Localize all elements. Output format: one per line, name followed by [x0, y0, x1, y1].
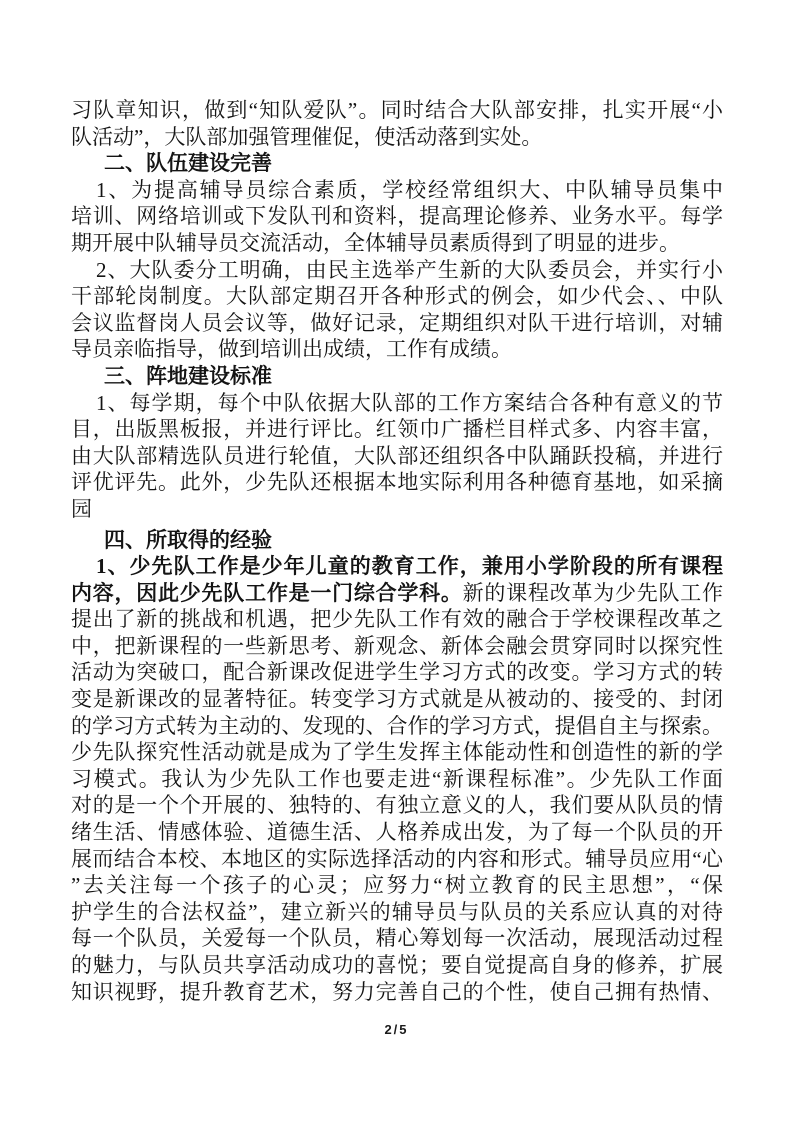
text-line: [71, 496, 723, 523]
text-run: 新的课程改革为少先队工作: [462, 580, 723, 605]
text-run: 1、少先队工作是少年儿童的教育工作，兼用小学阶段的所有课程: [96, 554, 723, 579]
text-run: 的魅力，与队员共享活动成功的喜悦；要自觉提高自身的修养，扩展: [71, 953, 723, 977]
text-run: 护学生的合法权益”，建立新兴的辅导员与队员的关系应认真的对待: [71, 899, 723, 924]
text-run: 1、为提高辅导员综合素质，学校经常组织大、中队辅导员集中: [96, 177, 723, 202]
text-run: 园: [71, 496, 92, 521]
page-number: 2/5: [384, 1022, 409, 1037]
text-run: 导员亲临指导，做到培训出成绩，工作有成绩。: [71, 337, 512, 362]
section-heading: [71, 150, 723, 177]
text-line: [71, 553, 723, 580]
text-run: 的学习方式转为主动的、发现的、合作的学习方式，提倡自主与探索。: [71, 713, 723, 738]
text-run: 中，把新课程的一些新思考、新观念、新体会融会贯穿同时以探究性: [71, 633, 723, 658]
text-run: 活动为突破口，配合新课改促进学生学习方式的改变。学习方式的转: [71, 660, 723, 685]
section-heading: [71, 363, 723, 390]
text-line: [71, 469, 723, 496]
text-line: [71, 606, 723, 633]
text-line: [71, 899, 723, 926]
text-run: 变是新课改的显著特征。转变学习方式就是从被动的、接受的、封闭: [71, 687, 723, 712]
text-run: 少先队探究性活动就是成为了学生发挥主体能动性和创造性的新的学: [71, 740, 723, 765]
text-line: [71, 766, 723, 793]
text-line: [71, 792, 723, 819]
text-run: 绪生活、情感体验、道德生活、人格养成出发，为了每一个队员的开: [71, 820, 723, 845]
section-heading: [71, 527, 723, 554]
text-line: [71, 124, 723, 151]
text-line: [71, 872, 723, 899]
text-run: 期开展中队辅导员交流活动，全体辅导员素质得到了明显的进步。: [71, 230, 680, 255]
text-line: [71, 952, 723, 979]
text-line: [71, 203, 723, 230]
text-line: [71, 97, 723, 124]
text-run: 2、大队委分工明确，由民主选举产生新的大队委员会，并实行小: [96, 257, 723, 282]
text-run: 培训、网络培训或下发队刊和资料，提高理论修养、业务水平。每学: [71, 204, 723, 229]
text-line: [71, 633, 723, 660]
text-line: [71, 979, 723, 1006]
text-line: [71, 336, 723, 363]
text-line: [71, 659, 723, 686]
text-line: [71, 257, 723, 284]
text-line: [71, 846, 723, 873]
text-run: 习模式。我认为少先队工作也要走进“新课程标准”。少先队工作面: [71, 766, 723, 791]
text-line: [71, 819, 723, 846]
text-line: [71, 283, 723, 310]
text-line: [71, 443, 723, 470]
text-run: ”去关注每一个孩子的心灵；应努力“树立教育的民主思想”，“保: [71, 873, 723, 898]
text-run: 由大队部精选队员进行轮值，大队部还组织各中队踊跃投稿，并进行: [71, 443, 723, 468]
text-line: [71, 310, 723, 337]
text-line: [71, 713, 723, 740]
text-run: 评优评先。此外，少先队还根据本地实际利用各种德育基地，如采摘: [71, 470, 723, 495]
text-run: 干部轮岗制度。大队部定期召开各种形式的例会，如少代会、、中队: [71, 284, 723, 309]
text-run: 二、队伍建设完善: [104, 151, 272, 176]
text-line: [71, 177, 723, 204]
text-line: [71, 390, 723, 417]
text-line: [71, 686, 723, 713]
text-run: 队活动”，大队部加强管理催促，使活动落到实处。: [71, 124, 543, 149]
text-line: [71, 230, 723, 257]
text-run: 展而结合本校、本地区的实际选择活动的内容和形式。辅导员应用“心: [71, 846, 723, 871]
text-run: 四、所取得的经验: [104, 527, 272, 552]
text-line: [71, 739, 723, 766]
text-run: 提出了新的挑战和机遇，把少先队工作有效的融合于学校课程改革之: [71, 607, 723, 632]
text-run: 对的是一个个开展的、独特的、有独立意义的人，我们要从队员的情: [71, 793, 723, 818]
text-line: [71, 416, 723, 443]
text-line: [71, 925, 723, 952]
text-run: 习队章知识，做到“知队爱队”。同时结合大队部安排，扎实开展“小: [71, 98, 723, 122]
text-run: 每一个队员，关爱每一个队员，精心筹划每一次活动，展现活动过程: [71, 926, 723, 951]
text-run: 内容，因此少先队工作是一门综合学科。: [71, 580, 463, 605]
text-run: 知识视野，提升教育艺术，努力完善自己的个性，使自己拥有热情、: [71, 979, 723, 1004]
text-run: 目，出版黑板报，并进行评比。红领巾广播栏目样式多、内容丰富，: [71, 417, 723, 442]
text-run: 会议监督岗人员会议等，做好记录，定期组织对队干进行培训，对辅: [71, 310, 723, 335]
text-run: 1、每学期，每个中队依据大队部的工作方案结合各种有意义的节: [96, 390, 723, 415]
text-run: 三、阵地建设标准: [104, 363, 272, 388]
text-line: [71, 580, 723, 607]
document-text: [71, 97, 723, 1005]
